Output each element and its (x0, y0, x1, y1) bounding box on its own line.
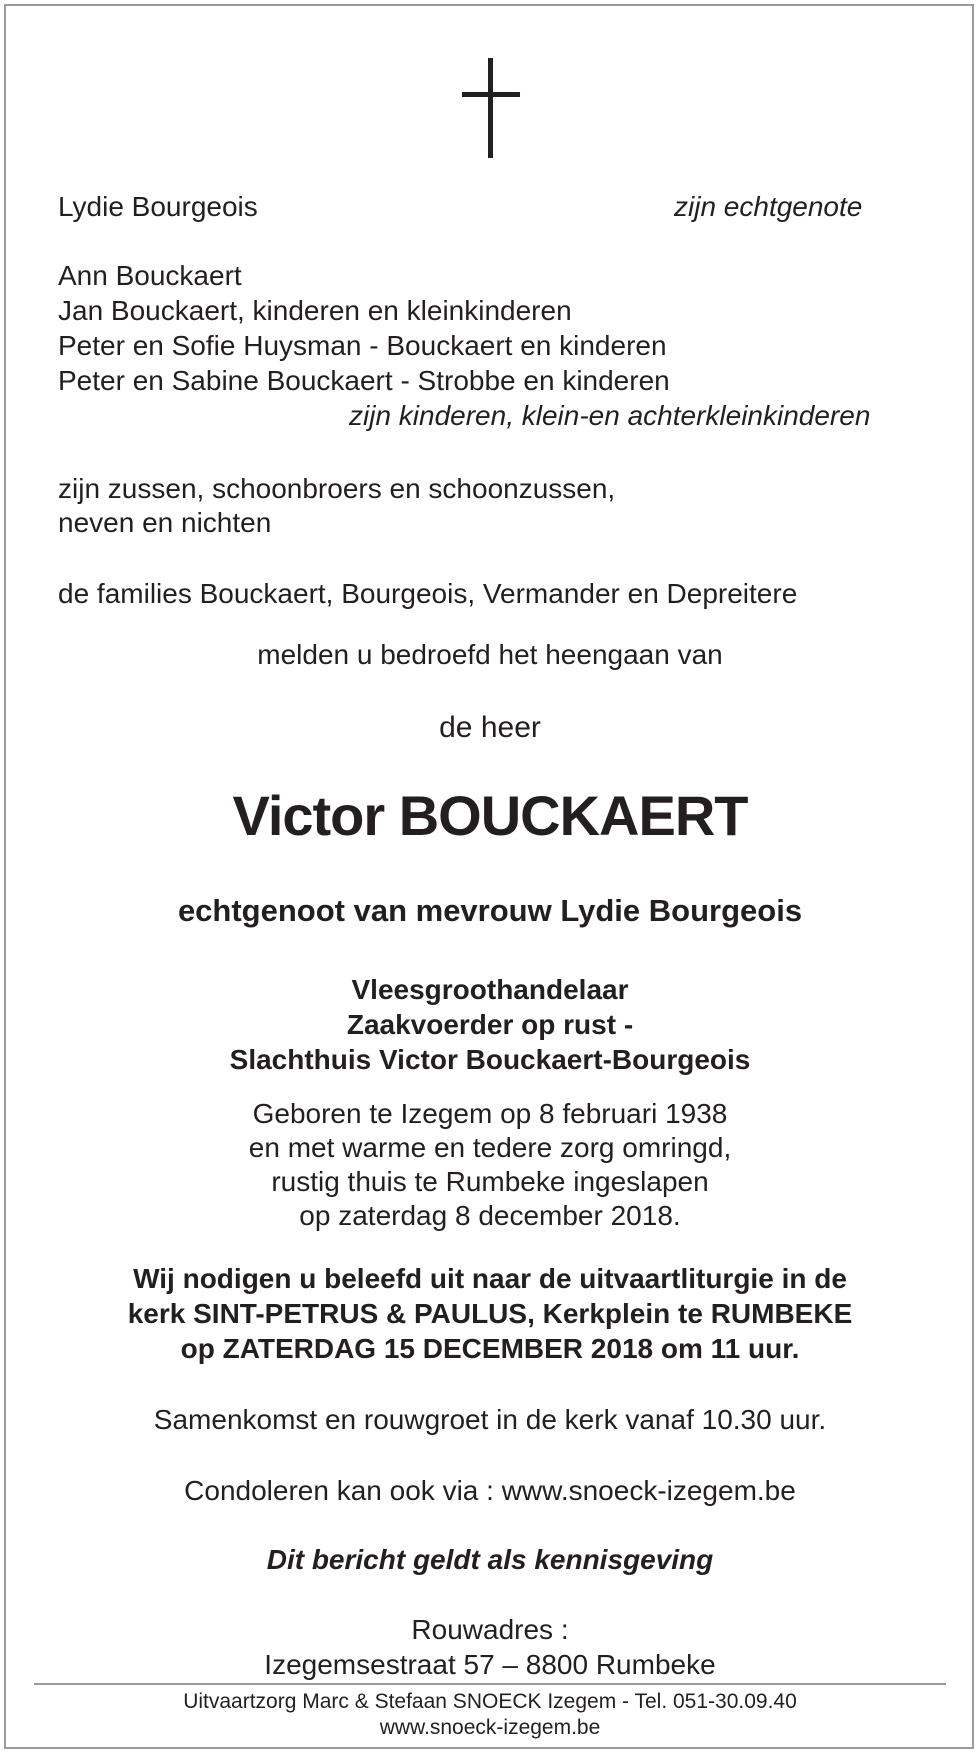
invitation-line: op ZATERDAG 15 DECEMBER 2018 om 11 uur. (180, 1333, 800, 1364)
announce-line: melden u bedroefd het heengaan van (257, 639, 723, 670)
occupation-line: Vleesgroothandelaar (351, 974, 629, 1005)
spouse-relation: zijn echtgenote (674, 191, 863, 222)
child-line: Peter en Sofie Huysman - Bouckaert en kinderen (58, 330, 667, 361)
families-line: de families Bouckaert, Bourgeois, Vermander en Depreitere (58, 578, 798, 609)
relatives-line: neven en nichten (58, 507, 272, 538)
relatives-line: zijn zussen, schoonbroers en schoonzussen, (58, 473, 616, 504)
condolence-line: Condoleren kan ook via : www.snoeck-izegem.be (184, 1475, 796, 1506)
occupation-line: Slachthuis Victor Bouckaert-Bourgeois (229, 1044, 751, 1075)
child-line: Ann Bouckaert (58, 260, 242, 291)
occupation-line: Zaakvoerder op rust - (346, 1009, 634, 1040)
footer-divider (34, 1683, 946, 1685)
footer-company: Uitvaartzorg Marc & Stefaan SNOECK Izegem - Tel. 051-30.09.40 (183, 1690, 797, 1713)
address-line: Izegemsestraat 57 – 8800 Rumbeke (264, 1649, 716, 1680)
invitation-line: kerk SINT-PETRUS & PAULUS, Kerkplein te RUMBEKE (127, 1298, 853, 1329)
cross-icon (462, 58, 520, 158)
footer-website: www.snoeck-izegem.be (379, 1716, 601, 1739)
spouse-name: Lydie Bourgeois (58, 191, 258, 222)
invitation-line: Wij nodigen u beleefd uit naar de uitvaartliturgie in de (133, 1263, 847, 1294)
title-line: de heer (439, 711, 541, 744)
address-label: Rouwadres : (411, 1614, 569, 1645)
children-relation: zijn kinderen, klein-en achterkleinkinderen (349, 400, 871, 431)
bio-line: rustig thuis te Rumbeke ingeslapen (271, 1166, 709, 1197)
spouse-of-line: echtgenoot van mevrouw Lydie Bourgeois (177, 893, 803, 928)
bio-line: op zaterdag 8 december 2018. (299, 1200, 681, 1231)
child-line: Peter en Sabine Bouckaert - Strobbe en kinderen (58, 365, 670, 396)
bio-line: en met warme en tedere zorg omringd, (248, 1132, 732, 1163)
deceased-name: Victor BOUCKAERT (232, 784, 748, 847)
gathering-line: Samenkomst en rouwgroet in de kerk vanaf 10.30 uur. (153, 1404, 827, 1435)
bio-line: Geboren te Izegem op 8 februari 1938 (252, 1098, 728, 1129)
child-line: Jan Bouckaert, kinderen en kleinkinderen (58, 295, 572, 326)
notice-line: Dit bericht geldt als kennisgeving (266, 1544, 714, 1575)
